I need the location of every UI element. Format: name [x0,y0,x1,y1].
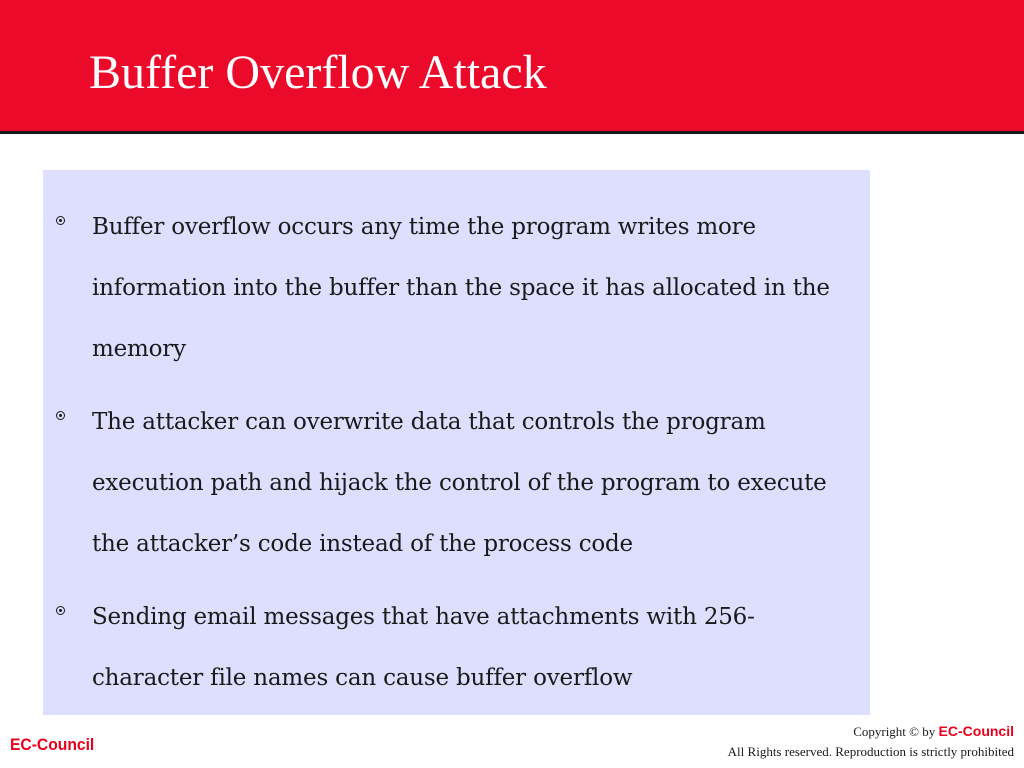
footer-logo: EC-Council [10,735,95,754]
bullet-item [43,197,870,380]
rights-line: All Rights reserved. Reproduction is strictly prohibited [727,744,1014,759]
circled-dot-icon [56,216,65,225]
circled-dot-icon [56,606,65,615]
copyright-brand: EC-Council [938,723,1014,739]
copyright-prefix: Copyright © by [853,724,936,739]
title-bar [0,0,1024,134]
copyright-notice [728,721,1014,762]
copyright-line [728,721,1014,742]
bullet-list [43,197,870,721]
bullet-item [43,587,870,709]
bullet-text: Buffer overflow occurs any time the program writes more information into the buffer than the space it has allocated in the memory [92,214,830,362]
bullet-text: The attacker can overwrite data that controls the program execution path and hijack the control of the program to execute the attacker’s code instead of the process code [92,409,827,557]
bullet-text: Sending email messages that have attachments with 256-character file names can cause buffer overflow [92,604,755,691]
content-box [43,170,870,715]
bullet-item [43,392,870,575]
circled-dot-icon [56,411,65,420]
slide-title: Buffer Overflow Attack [89,46,547,99]
